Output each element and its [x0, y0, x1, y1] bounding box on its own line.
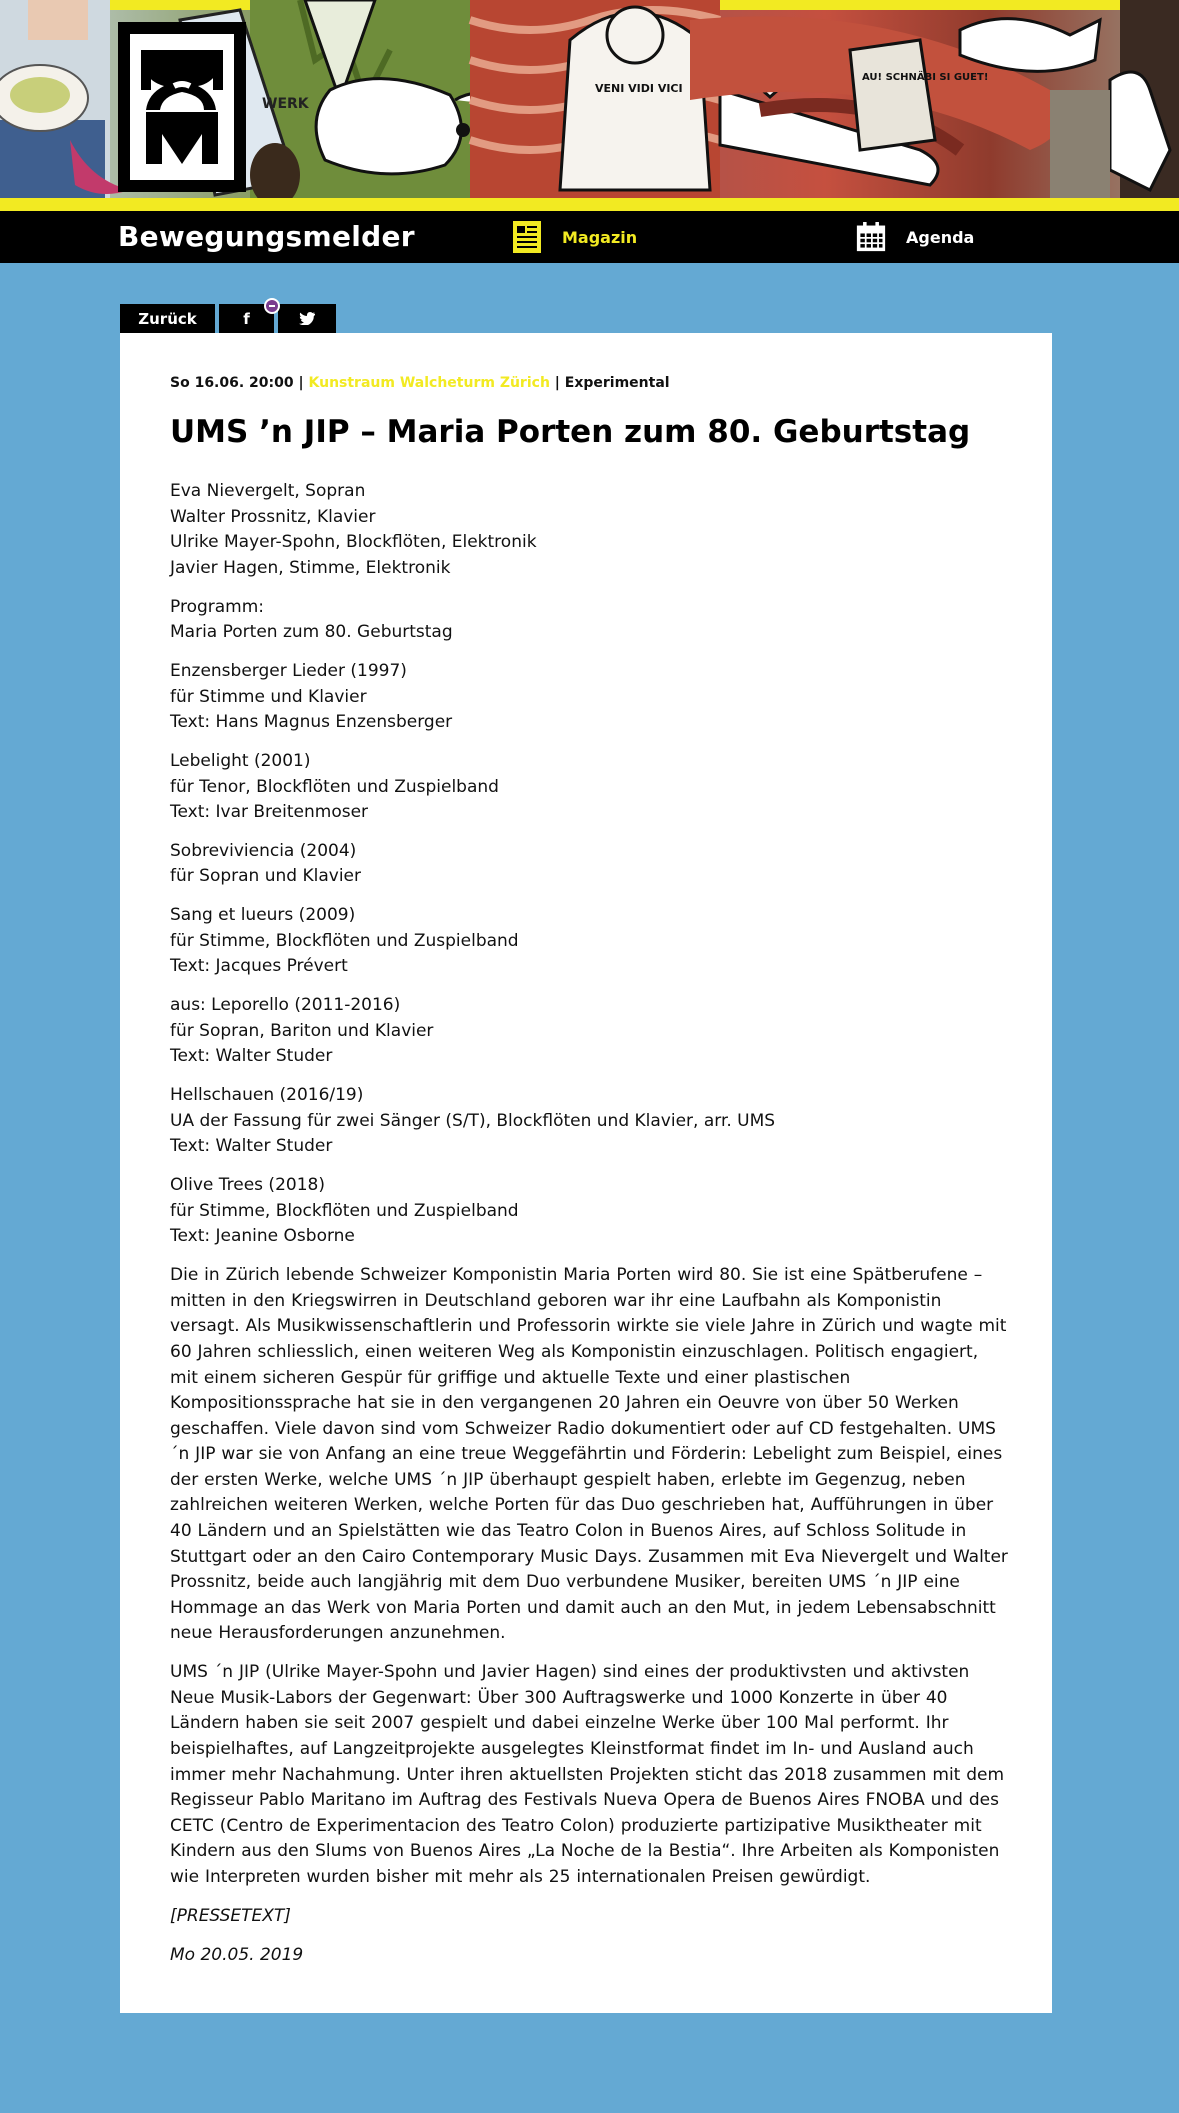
program-item [170, 993, 1010, 1070]
program-item [170, 1173, 1010, 1250]
text-line: Text: Walter Studer [170, 1136, 333, 1157]
text-line: Sobreviviencia (2004) [170, 840, 357, 861]
article-actions [120, 304, 336, 333]
twitter-icon [299, 312, 315, 325]
collage-text-veni: VENI VIDI VICI [595, 82, 683, 95]
text-line: aus: Leporello (2011-2016) [170, 995, 401, 1016]
text-line: Maria Porten zum 80. Geburtstag [170, 622, 453, 643]
text-line: UA der Fassung für zwei Sänger (S/T), Blockflöten und Klavier, arr. UMS [170, 1110, 776, 1131]
program-item [170, 659, 1010, 736]
description-paragraph: Die in Zürich lebende Schweizer Komponistin Maria Porten wird 80. Sie ist eine Spätberufene – mitten in den Kriegswirren in Deutschland geboren war ihr eine Laufbahn als Komponistin versagt. Als Musikwissenschaftlerin und Professorin wirkte sie viele Jahre in Zürich und wagte mit 60 Jahren schliesslich, einen weiteren Weg als Komponistin einzuschlagen. Politisch engagiert, mit einem sicheren Gespür für griffige und aktuelle Texte und einer plastischen Kompositionssprache hat sie in den vergangenen 20 Jahren ein Oeuvre von über 50 Werken geschaffen. Viele davon sind vom Schweizer Radio dokumentiert oder auf CD festgehalten. UMS ´n JIP war sie von Anfang an eine treue Weggefährtin und Förderin: Lebelight zum Beispiel, eines der ersten Werke, welche UMS ´n JIP überhaupt gespielt haben, erlebte im Gegenzug, neben zahlreichen weiteren Werken, welche Porten für das Duo geschrieben hat, Aufführungen in über 40 Ländern und an Spielstätten wie das Teatro Colon in Buenos Aires, auf Schloss Solitude in Stuttgart oder an den Cairo Contemporary Music Days. Zusammen mit Eva Nievergelt und Walter Prossnitz, beide auch langjährig mit dem Duo verbundene Musiker, bereiten UMS ´n JIP eine Hommage an das Werk von Maria Porten und damit auch an den Mut, in jedem Lebensabschnitt neue Herausforderungen anzunehmen. [170, 1265, 1008, 1644]
program-item [170, 1083, 1010, 1160]
text-line: Ulrike Mayer-Spohn, Blockflöten, Elektronik [170, 532, 537, 553]
event-category: Experimental [564, 375, 670, 391]
newspaper-icon [512, 220, 542, 254]
facebook-share-button[interactable] [219, 304, 274, 333]
text-line: Olive Trees (2018) [170, 1175, 325, 1196]
facebook-icon: f [243, 309, 250, 328]
performers-block [170, 479, 1010, 581]
article-content [170, 373, 1010, 1981]
nav-item-magazin[interactable] [512, 218, 637, 256]
text-line: für Stimme, Blockflöten und Zuspielband [170, 1200, 519, 1221]
event-date: So 16.06. 20:00 [170, 375, 294, 391]
text-line: für Sopran, Bariton und Klavier [170, 1020, 434, 1041]
text-line: Lebelight (2001) [170, 750, 311, 771]
source-note: [PRESSETEXT] [170, 1905, 291, 1926]
site-logo[interactable] [118, 22, 246, 192]
meta-separator: | [293, 375, 309, 391]
calendar-icon [856, 220, 886, 254]
text-line: Javier Hagen, Stimme, Elektronik [170, 557, 451, 578]
text-line: Text: Ivar Breitenmoser [170, 802, 369, 823]
text-line: Text: Hans Magnus Enzensberger [170, 712, 453, 733]
text-line: Programm: [170, 596, 265, 617]
logo-bm-mark [124, 28, 240, 186]
text-line: für Tenor, Blockflöten und Zuspielband [170, 776, 499, 797]
twitter-share-button[interactable] [278, 304, 336, 333]
banner-stripe-bottom [0, 198, 1179, 211]
text-line: für Stimme und Klavier [170, 686, 367, 707]
article-card [120, 333, 1052, 2013]
event-meta [170, 373, 1010, 393]
collage-text-werk: WERK [262, 96, 309, 112]
back-button[interactable]: Zurück [120, 304, 215, 333]
program-heading-block [170, 595, 1010, 646]
site-name-link[interactable]: Bewegungsmelder [118, 220, 415, 253]
main-navigation [0, 211, 1179, 263]
program-item [170, 839, 1010, 890]
meta-separator: | [549, 375, 565, 391]
text-line: Text: Jeanine Osborne [170, 1226, 355, 1247]
text-line: Eva Nievergelt, Sopran [170, 481, 366, 501]
article-body [170, 479, 1010, 1968]
text-line: Walter Prossnitz, Klavier [170, 506, 376, 527]
text-line: Text: Jacques Prévert [170, 956, 348, 977]
text-line: Hellschauen (2016/19) [170, 1085, 364, 1106]
text-line: für Stimme, Blockflöten und Zuspielband [170, 930, 519, 951]
venue-link[interactable]: Kunstraum Walcheturm Zürich [308, 375, 550, 391]
share-count-badge [264, 298, 280, 314]
description-paragraph: UMS ´n JIP (Ulrike Mayer-Spohn und Javier Hagen) sind eines der produktivsten und aktivsten Neue Musik-Labors der Gegenwart: Über 300 Auftragswerke und 1000 Konzerte in über 40 Ländern haben sie seit 2007 gespielt und dabei einzelne Werke über 100 Mal performt. Ihr beispielhaftes, auf Langzeitprojekte ausgelegtes Kleinstformat findet im In- und Ausland auch immer mehr Nachahmung. Unter ihren aktuellsten Projekten sticht das 2018 zusammen mit dem Regisseur Pablo Maritano im Auftrag des Festivals Nueva Opera de Buenos Aires FNOBA und des CETC (Centro de Experimentacion des Teatro Colon) produzierte partizipative Musiktheater mit Kindern aus den Slums von Buenos Aires „La Noche de la Bestia“. Ihre Arbeiten als Komponisten wie Interpreten wurden bisher mit mehr als 25 internationalen Preisen gewürdigt. [170, 1662, 1005, 1887]
publish-date: Mo 20.05. 2019 [170, 1944, 304, 1965]
text-line: Sang et lueurs (2009) [170, 905, 356, 926]
collage-text-schnabi: AU! SCHNÄBI SI GUET! [862, 72, 989, 83]
header-banner [0, 0, 1179, 211]
text-line: für Sopran und Klavier [170, 866, 361, 887]
text-line: Enzensberger Lieder (1997) [170, 660, 407, 681]
program-item [170, 903, 1010, 980]
article-title: UMS ’n JIP – Maria Porten zum 80. Geburtstag [170, 414, 971, 450]
program-item [170, 749, 1010, 826]
text-line: Text: Walter Studer [170, 1046, 333, 1067]
nav-label-magazin: Magazin [562, 227, 638, 247]
nav-label-agenda: Agenda [906, 227, 975, 247]
nav-item-agenda[interactable] [856, 218, 974, 256]
